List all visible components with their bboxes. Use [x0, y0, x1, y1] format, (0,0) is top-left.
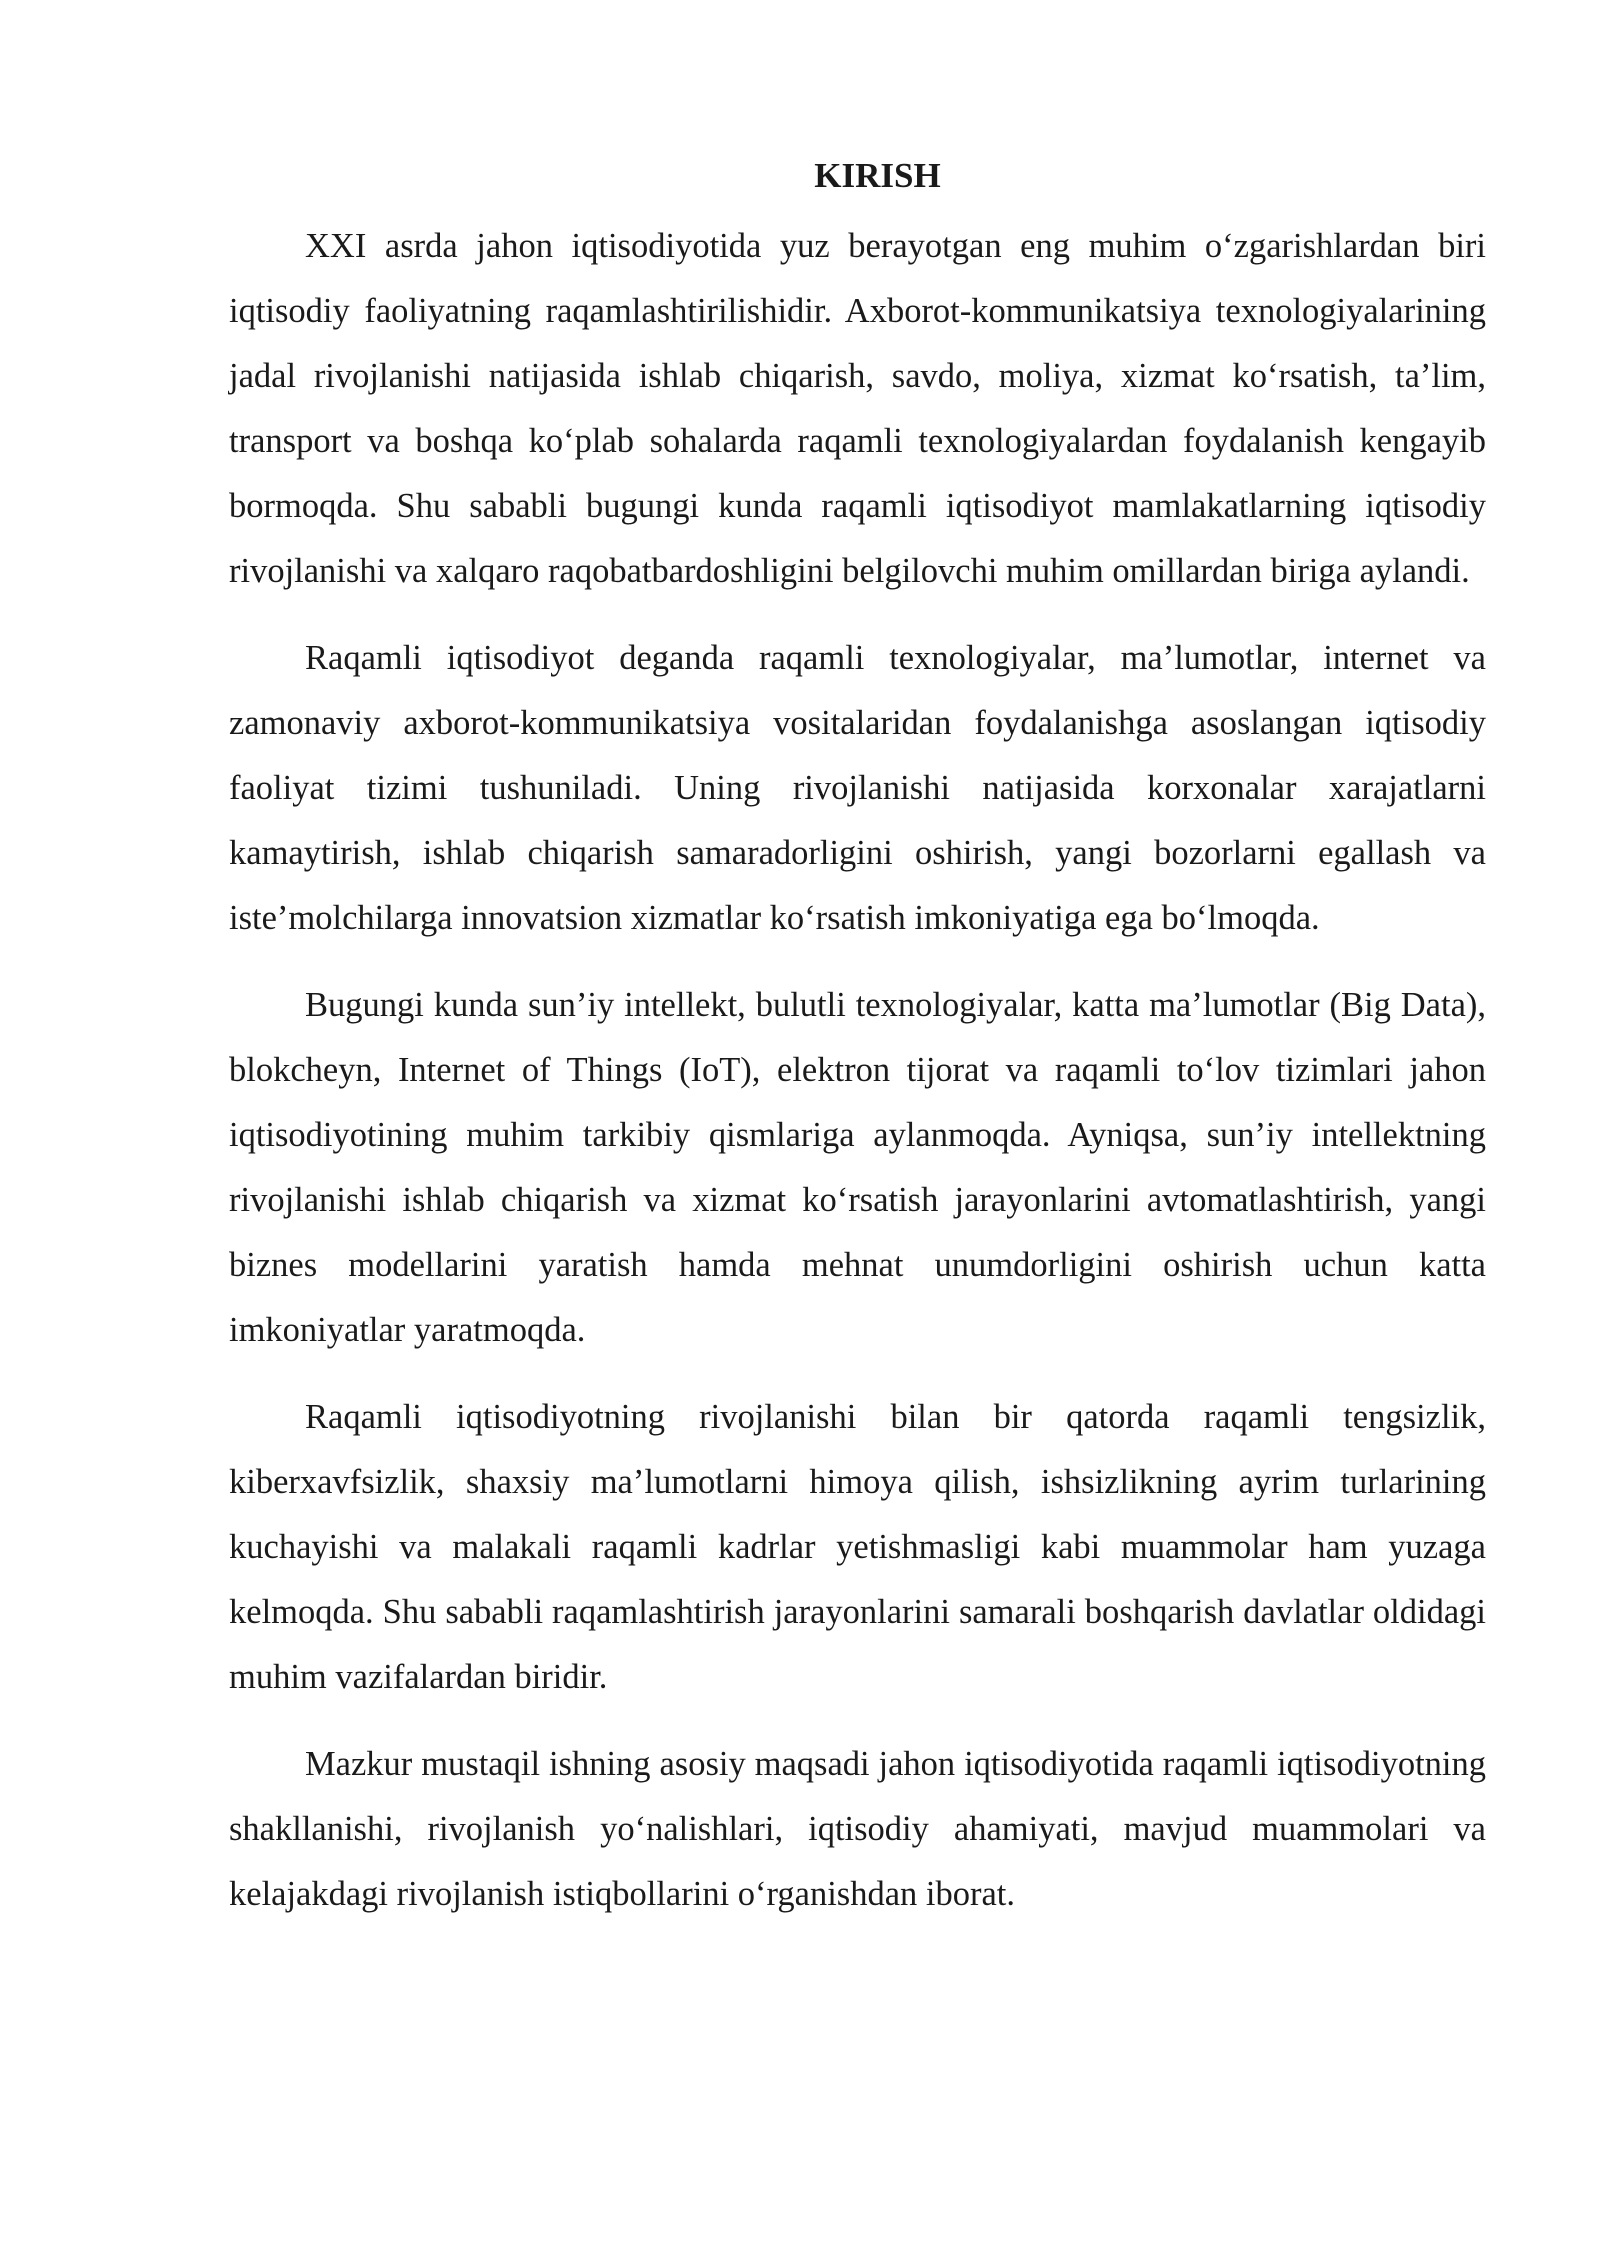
paragraph-5: Mazkur mustaqil ishning asosiy maqsadi jahon iqtisodiyotida raqamli iqtisodiyotning shakllanishi, rivojlanish yo‘nalishlari, iqtisodiy ahamiyati, mavjud muammolari va kelajakdagi rivojlanish istiqbollarini o‘rganishdan iborat. [229, 1745, 1486, 1913]
page-title: KIRISH [814, 156, 941, 195]
paragraph-4: Raqamli iqtisodiyotning rivojlanishi bilan bir qatorda raqamli tengsizlik, kiberxavfsizlik, shaxsiy ma’lumotlarni himoya qilish, ishsizlikning ayrim turlarining kuchayishi va malakali raqamli kadrlar yetishmasligi kabi muammolar ham yuzaga kelmoqda. Shu sababli raqamlashtirish jarayonlarini samarali boshqarish davlatlar oldidagi muhim vazifalardan biridir. [229, 1398, 1486, 1696]
paragraph-1: XXI asrda jahon iqtisodiyotida yuz berayotgan eng muhim o‘zgarishlardan biri iqtisodiy faoliyatning raqamlashtirilishidir. Axborot-kommunikatsiya texnologiyalarining jadal rivojlanishi natijasida ishlab chiqarish, savdo, moliya, xizmat ko‘rsatish, ta’lim, transport va boshqa ko‘plab sohalarda raqamli texnologiyalardan foydalanish kengayib bormoqda. Shu sababli bugungi kunda raqamli iqtisodiyot mamlakatlarning iqtisodiy rivojlanishi va xalqaro raqobatbardoshligini belgilovchi muhim omillardan biriga aylandi. [229, 227, 1486, 590]
paragraph-2: Raqamli iqtisodiyot deganda raqamli texnologiyalar, ma’lumotlar, internet va zamonaviy axborot-kommunikatsiya vositalaridan foydalanishga asoslangan iqtisodiy faoliyat tizimi tushuniladi. Uning rivojlanishi natijasida korxonalar xarajatlarni kamaytirish, ishlab chiqarish samaradorligini oshirish, yangi bozorlarni egallash va iste’molchilarga innovatsion xizmatlar ko‘rsatish imkoniyatiga ega bo‘lmoqda. [229, 639, 1486, 937]
paragraph-3: Bugungi kunda sun’iy intellekt, bulutli texnologiyalar, katta ma’lumotlar (Big Data), blokcheyn, Internet of Things (IoT), elektron tijorat va raqamli to‘lov tizimlari jahon iqtisodiyotining muhim tarkibiy qismlariga aylanmoqda. Ayniqsa, sun’iy intellektning rivojlanishi ishlab chiqarish va xizmat ko‘rsatish jarayonlarini avtomatlashtirish, yangi biznes modellarini yaratish hamda mehnat unumdorligini oshirish uchun katta imkoniyatlar yaratmoqda. [229, 986, 1486, 1349]
document-body [229, 150, 1486, 1949]
